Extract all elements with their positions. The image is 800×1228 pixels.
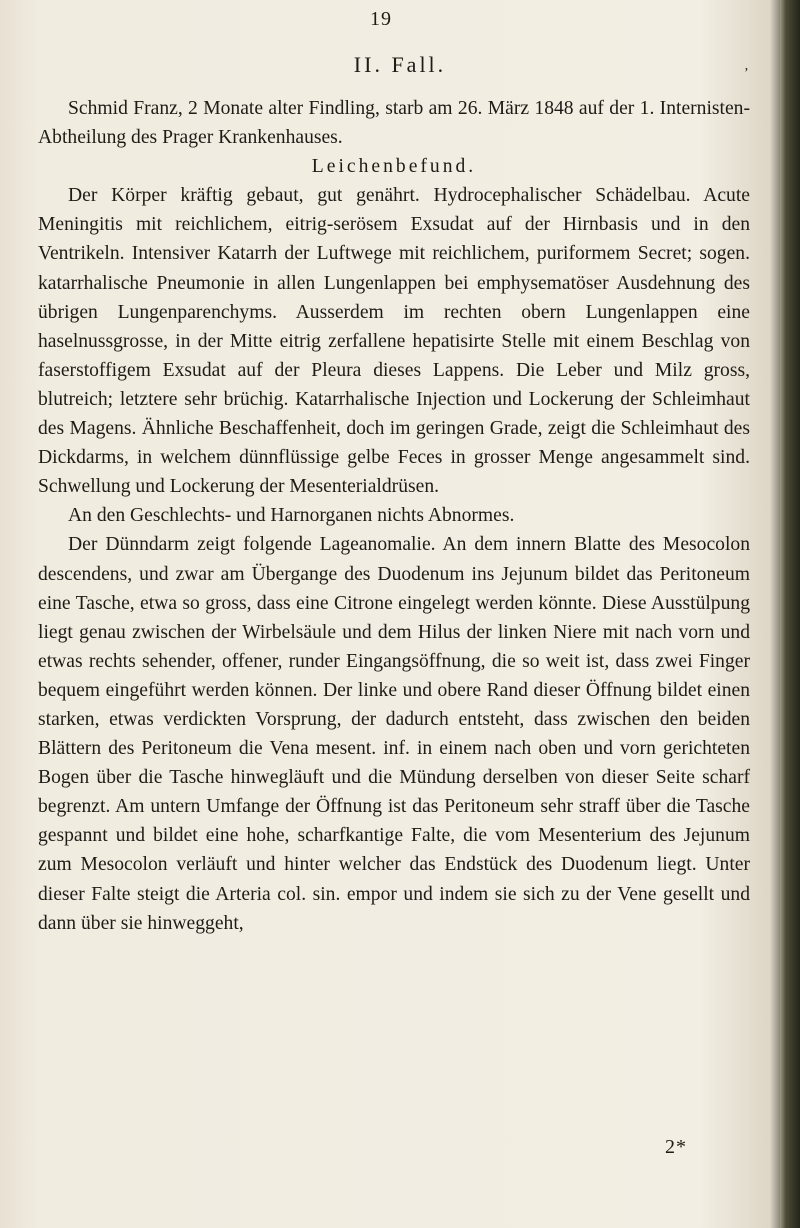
intro-paragraph: Schmid Franz, 2 Monate alter Findling, starb am 26. März 1848 auf der 1. Internisten-Abtheilung des Prager Krankenhauses. xyxy=(38,98,750,149)
signature-mark: 2* xyxy=(665,1136,687,1158)
paragraph-anomaly: Der Dünndarm zeigt folgende Lageanomalie. An dem innern Blatte des Mesocolon descendens, und zwar am Übergange des Duodenum ins Jejunum bildet das Peritoneum eine Tasche, etwa so gross, dass eine Citrone eingelegt werden könnte. Diese Ausstülpung liegt genau zwischen der Wirbelsäule und dem Hilus der linken Niere mit nach vorn und etwas rechts sehender, offener, runder Eingangsöffnung, die so weit ist, dass zwei Finger bequem eingeführt werden können. Der linke und obere Rand dieser Öffnung bildet einen starken, etwas verdickten Vorsprung, der dadurch entsteht, dass zwischen den beiden Blättern des Peritoneum die Vena mesent. inf. in einem nach oben und vorn gerichteten Bogen über die Tasche hinwegläuft und die Mündung derselben von dieser Seite scharf begrenzt. Am untern Umfange der Öffnung ist das Peritoneum sehr straff über die Tasche gespannt und bildet eine hohe, scharfkantige Falte, die vom Mesenterium des Jejunum zum Mesocolon verläuft und hinter welcher das Endstück des Duodenum liegt. Unter dieser Falte steigt die Arteria col. sin. empor und indem sie sich zu der Vene gesellt und dann über sie hinweggeht, xyxy=(38,534,750,934)
case-heading: II. Fall. xyxy=(353,52,447,77)
section-title: Leichenbefund. xyxy=(311,156,477,178)
page-number: 19 xyxy=(370,8,392,30)
paragraph-organs: An den Geschlechts- und Harnorganen nichts Abnormes. xyxy=(68,505,515,527)
book-spine-shadow xyxy=(780,0,800,1228)
margin-mark: ʼ xyxy=(744,66,749,81)
paragraph-findings: Der Körper kräftig gebaut, gut genährt. Hydrocephalischer Schädelbau. Acute Meningitis mit reichlichem, eitrig-serösem Exsudat auf der Hirnbasis und in den Ventrikeln. Intensiver Katarrh der Luftwege mit reichlichem, puriformem Secret; sogen. katarrhalische Pneumonie in allen Lungenlappen bei emphysematöser Ausdehnung des übrigen Lungenparenchyms. Ausserdem im rechten obern Lungenlappen eine haselnussgrosse, in der Mitte eitrig zerfallene hepatisirte Stelle mit einem Beschlag von faserstoffigem Exsudat auf der Pleura dieses Lappens. Die Leber und Milz gross, blutreich; letztere sehr brüchig. Katarrhalische Injection und Lockerung der Schleimhaut des Magens. Ähnliche Beschaffenheit, doch im geringen Grade, zeigt die Schleimhaut des Dickdarms, in welchem dünnflüssige gelbe Feces in grosser Menge angesammelt sind. Schwellung und Lockerung der Mesenterialdrüsen. xyxy=(38,185,750,498)
body-text xyxy=(38,94,750,938)
